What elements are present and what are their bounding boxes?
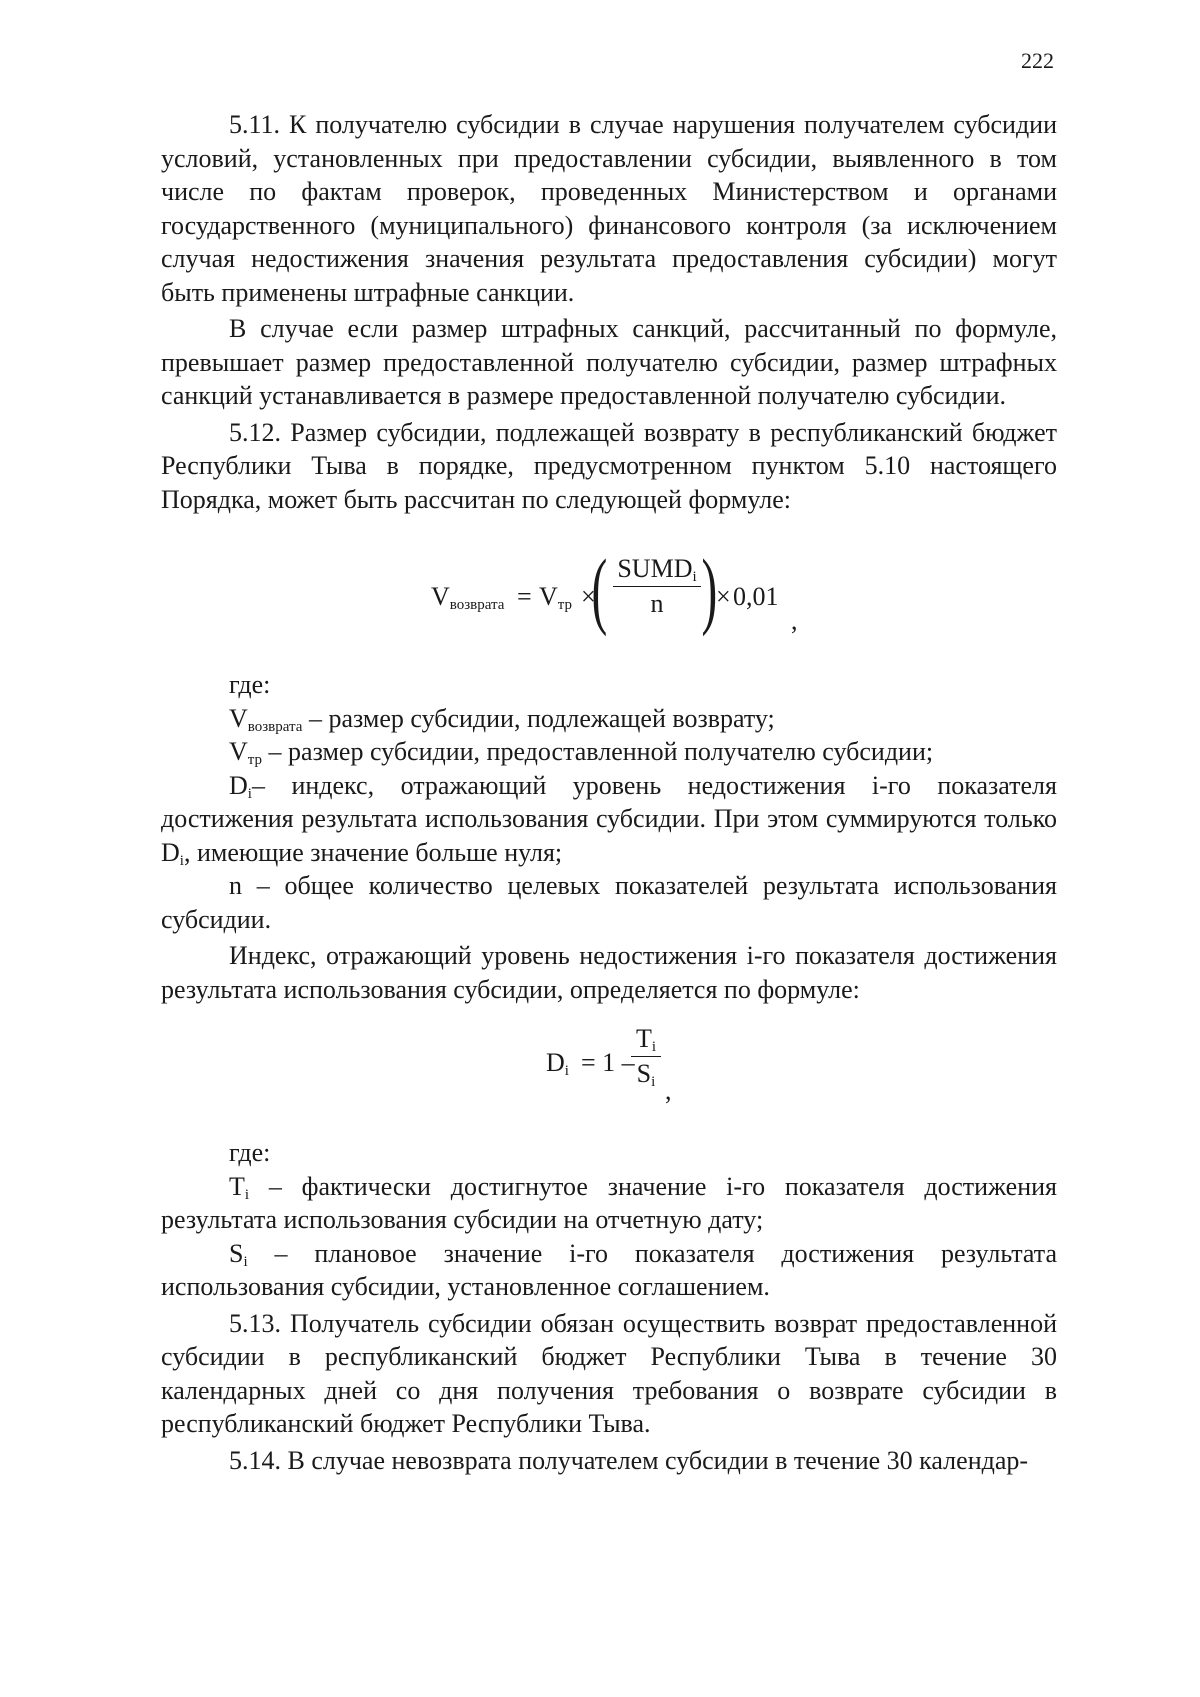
refund-formula (161, 516, 1057, 668)
formula-times-2: × (716, 582, 731, 611)
formula-v-tr: $V_{тр}$ (539, 582, 573, 613)
definition-v-refund: $V_{возврата}$ – размер субсидии, подлежащей возврату; (229, 703, 775, 735)
definition-s-i: $S_i$ – плановое значение i-го показателя достижения результата использования субсидии, установленное соглашением. (161, 1238, 1057, 1301)
paragraph-index: Индекс, отражающий уровень недостижения i-го показателя достижения результата использования субсидии, определяется по формуле: (161, 941, 1057, 1004)
right-paren: ) (701, 541, 718, 637)
formula-factor: 0,01 (733, 582, 779, 611)
where-label-1: где: (229, 670, 271, 699)
paragraph-5-13: 5.13. Получатель субсидии обязан осуществить возврат предоставленной субсидии в республиканский бюджет Республики Тыва в течение 30 календарных дней со дня получения требования о возврате субсидии в республиканский бюджет Республики Тыва. (161, 1308, 1057, 1438)
document-body (161, 108, 1057, 1477)
paragraph-5-14: 5.14. В случае невозврата получателем субсидии в течение 30 календар- (229, 1445, 1029, 1475)
definition-v-tr: $V_{тр}$ – размер субсидии, предоставленной получателю субсидии; (229, 737, 934, 768)
left-paren: ( (591, 541, 608, 637)
page-number: 222 (1021, 48, 1054, 73)
formula2-rhs: = 1 – (581, 1048, 635, 1077)
sum-fraction (613, 554, 701, 619)
paragraph-5-12: 5.12. Размер субсидии, подлежащей возврату в республиканский бюджет Республики Тыва в порядке, предусмотренном пунктом 5.10 настоящего Порядка, может быть рассчитан по следующей формуле: (161, 417, 1057, 514)
definition-d-i: $D_i-$ индекс, отражающий уровень недостижения i-го показателя достижения результата использования субсидии. При этом суммируются только $D_i$, имеющие значение больше нуля; (161, 770, 1057, 869)
fraction-numerator: $SUMD_i$ (617, 554, 697, 585)
ts-fraction (631, 1024, 661, 1089)
formula-lhs: $V_{возврата}$ (431, 582, 505, 613)
paragraph-5-11: 5.11. К получателю субсидии в случае нарушения получателем субсидии условий, установленных при предоставлении субсидии, выявленного в том числе по фактам проверок, проведенных Министерством и органами государственного (муниципального) финансового контроля (за исключением случая недостижения значения результата предоставления субсидии) могут быть применены штрафные санкции. (161, 110, 1057, 307)
definition-n: n – общее количество целевых показателей результата использования субсидии. (161, 871, 1057, 934)
fraction2-denominator: $S_i$ (631, 1056, 661, 1089)
formula2-comma: , (665, 1076, 672, 1105)
definition-t-i: $T_i$ – фактически достигнутое значение i-го показателя достижения результата использования субсидии на отчетную дату; (161, 1171, 1057, 1234)
formula2-lhs: $D_i$ (546, 1048, 569, 1079)
paragraph-fines: В случае если размер штрафных санкций, рассчитанный по формуле, превышает размер предоставленной получателю субсидии, размер штрафных санкций устанавливается в размере предоставленной получателю субсидии. (161, 314, 1057, 410)
formula-times-1: × (581, 582, 596, 611)
index-formula (161, 1006, 1057, 1136)
fraction-denominator: n (613, 586, 701, 619)
formula-comma: , (791, 606, 798, 635)
where-label-2: где: (229, 1138, 271, 1167)
formula-equals: = (517, 582, 532, 611)
fraction2-numerator: $T_i$ (635, 1024, 657, 1055)
